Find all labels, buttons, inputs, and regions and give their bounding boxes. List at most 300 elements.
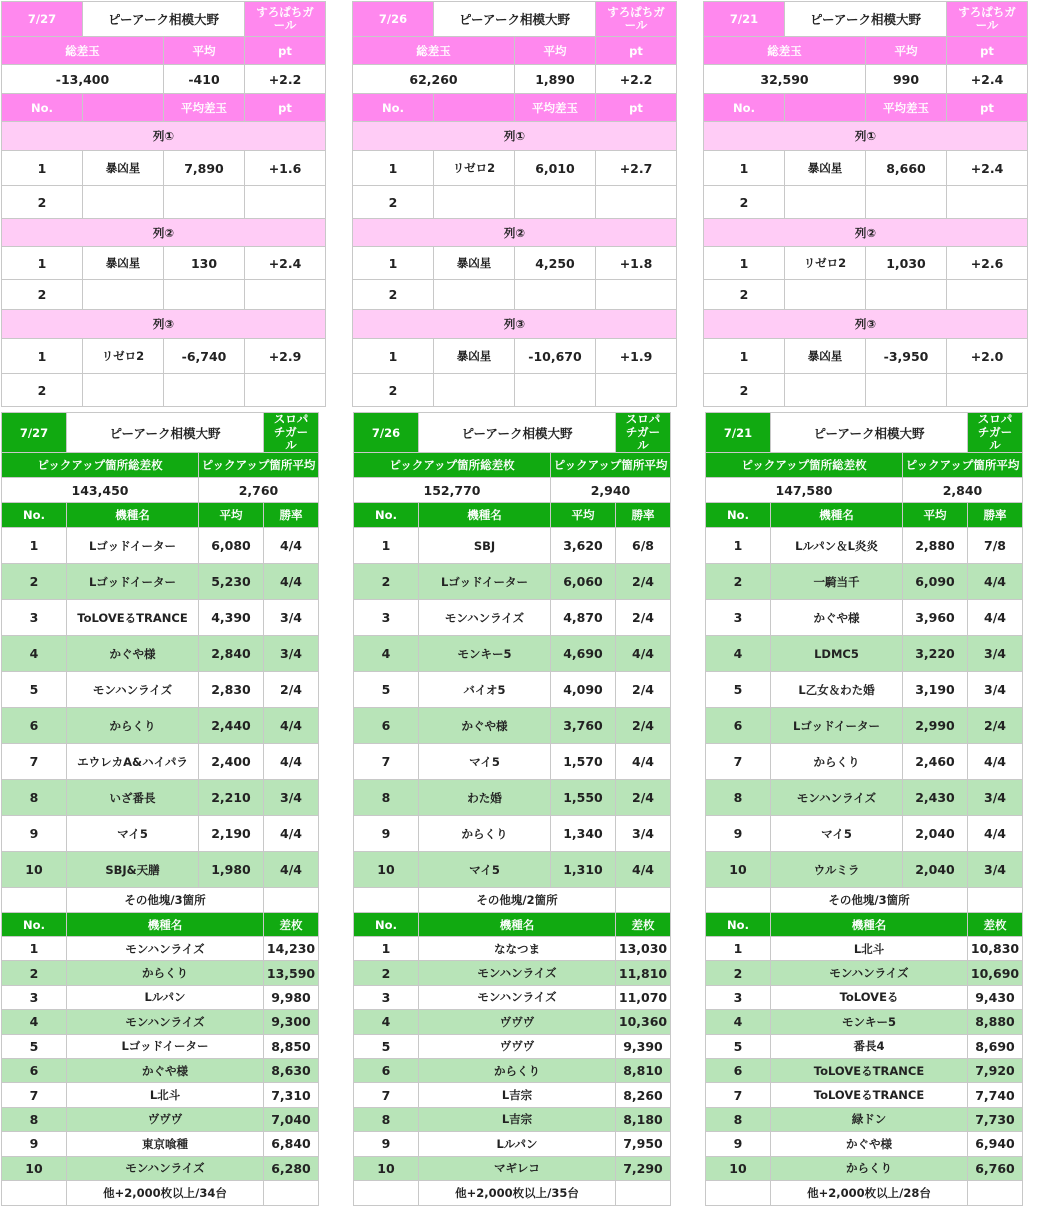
total-value: 62,260 [353, 65, 515, 94]
pt-value [596, 186, 677, 219]
diff-rank-no: 3 [354, 985, 419, 1009]
diff-value: 10,830 [968, 937, 1023, 961]
win-rate-value: 4/4 [264, 528, 319, 564]
win-rate-header: 勝率 [264, 503, 319, 528]
diff-value: 6,940 [968, 1132, 1023, 1156]
machine-name: かぐや様 [67, 636, 199, 672]
entry-no: 2 [2, 280, 83, 310]
pickup-total-value: 152,770 [354, 478, 551, 503]
entry-no: 2 [704, 186, 785, 219]
no-header: No. [354, 503, 419, 528]
store-name: ピーアーク相模大野 [434, 2, 596, 37]
machine-name: Lゴッドイーター [419, 564, 551, 600]
machine-name: かぐや様 [419, 708, 551, 744]
panel-gap [326, 339, 353, 374]
rank-no: 1 [2, 528, 67, 564]
diff-rank-no: 1 [354, 937, 419, 961]
machine-name-header: 機種名 [67, 913, 264, 937]
diff-value: 8,690 [968, 1034, 1023, 1058]
win-rate-value: 4/4 [616, 636, 671, 672]
win-rate-value: 4/4 [968, 816, 1023, 852]
machine-name-header: 機種名 [771, 503, 903, 528]
panel-gap [671, 413, 706, 453]
row-group-title: 列① [2, 122, 326, 151]
win-rate-value: 2/4 [968, 708, 1023, 744]
blank-cell [616, 888, 671, 913]
entry-no: 1 [704, 339, 785, 374]
machine-name: からくり [67, 708, 199, 744]
blogger-label: スロパチガール [264, 413, 319, 453]
machine-name: Lゴッドイーター [67, 1034, 264, 1058]
panel-gap [671, 600, 706, 636]
diff-rank-no: 1 [2, 937, 67, 961]
pt-value: +2.7 [596, 151, 677, 186]
no-header: No. [2, 503, 67, 528]
win-rate-value: 4/4 [264, 744, 319, 780]
diff-value: 7,310 [264, 1083, 319, 1107]
avg-value: 3,190 [903, 672, 968, 708]
diff-value: 6,280 [264, 1156, 319, 1180]
store-name: ピーアーク相模大野 [771, 413, 968, 453]
panel-gap [319, 913, 354, 937]
diff-value: 9,300 [264, 1010, 319, 1034]
panel-gap [677, 65, 704, 94]
pt-value [947, 374, 1028, 407]
panel-gap [677, 247, 704, 280]
diff-rank-no: 4 [2, 1010, 67, 1034]
panel-gap [326, 186, 353, 219]
pickup-total-header: ピックアップ箇所総差枚 [706, 453, 903, 478]
avg-value: 2,990 [903, 708, 968, 744]
panel-gap [319, 852, 354, 888]
diff-value: 14,230 [264, 937, 319, 961]
machine-name: 暴凶星 [434, 247, 515, 280]
machine-name: Lゴッドイーター [67, 564, 199, 600]
panel-gap [671, 528, 706, 564]
pickup-avg-header: ピックアップ箇所平均 [903, 453, 1023, 478]
rank-no: 4 [354, 636, 419, 672]
avg-value: 2,190 [199, 816, 264, 852]
rank-no: 3 [2, 600, 67, 636]
avg-diff-header: 平均差玉 [866, 94, 947, 122]
top-summary-table [1, 1, 1028, 407]
win-rate-value: 4/4 [968, 564, 1023, 600]
pt-header: pt [947, 94, 1028, 122]
machine-name [785, 374, 866, 407]
panel-gap [319, 816, 354, 852]
panel-gap [677, 94, 704, 122]
machine-name: ヴヴヴ [419, 1034, 616, 1058]
total-header: 総差玉 [2, 37, 164, 65]
machine-name [434, 280, 515, 310]
machine-name: ToLOVEる [771, 985, 968, 1009]
row-group-title: 列③ [353, 310, 677, 339]
machine-name: モンハンライズ [771, 961, 968, 985]
avg-diff-header: 平均差玉 [515, 94, 596, 122]
machine-name: 番長4 [771, 1034, 968, 1058]
diff-rank-no: 6 [354, 1058, 419, 1082]
machine-name: かぐや様 [771, 1132, 968, 1156]
win-rate-value: 3/4 [968, 672, 1023, 708]
diff-rank-no: 10 [2, 1156, 67, 1180]
diff-value: 11,810 [616, 961, 671, 985]
entry-no: 1 [353, 247, 434, 280]
panel-gap [671, 913, 706, 937]
panel-gap [319, 1083, 354, 1107]
blank-cell [616, 1180, 671, 1205]
avg-value: 1,550 [551, 780, 616, 816]
avg-diff-value [866, 186, 947, 219]
entry-no: 2 [2, 186, 83, 219]
machine-name: からくり [67, 961, 264, 985]
diff-rank-no: 5 [354, 1034, 419, 1058]
pt-value [596, 280, 677, 310]
machine-name: 暴凶星 [785, 151, 866, 186]
panel-gap [319, 528, 354, 564]
panel-gap [319, 564, 354, 600]
machine-name: LDMC5 [771, 636, 903, 672]
machine-name: 暴凶星 [434, 339, 515, 374]
machine-name: ななつま [419, 937, 616, 961]
panel-gap [671, 1034, 706, 1058]
avg-value: 2,400 [199, 744, 264, 780]
panel-gap [671, 1083, 706, 1107]
pickup-total-value: 143,450 [2, 478, 199, 503]
avg-diff-value: 130 [164, 247, 245, 280]
diff-header: 差枚 [968, 913, 1023, 937]
blank-cell [264, 1180, 319, 1205]
panel-gap [671, 636, 706, 672]
rank-no: 10 [354, 852, 419, 888]
machine-name: 東京喰種 [67, 1132, 264, 1156]
machine-name: SBJ&天膳 [67, 852, 199, 888]
blank-cell [354, 1180, 419, 1205]
avg-value: 1,310 [551, 852, 616, 888]
avg-header: 平均 [866, 37, 947, 65]
panel-gap [319, 985, 354, 1009]
avg-value: 6,090 [903, 564, 968, 600]
blank-cell [968, 888, 1023, 913]
no-header: No. [706, 503, 771, 528]
pt-value: +1.8 [596, 247, 677, 280]
machine-name: L北斗 [771, 937, 968, 961]
panel-gap [677, 151, 704, 186]
machine-name: 暴凶星 [83, 247, 164, 280]
avg-value: 2,880 [903, 528, 968, 564]
avg-value: 2,840 [199, 636, 264, 672]
diff-rank-no: 6 [2, 1058, 67, 1082]
win-rate-value: 4/4 [264, 816, 319, 852]
machine-name: マギレコ [419, 1156, 616, 1180]
rank-no: 8 [2, 780, 67, 816]
machine-name: Lゴッドイーター [67, 528, 199, 564]
date-label: 7/27 [2, 413, 67, 453]
other-block-count: その他塊/3箇所 [771, 888, 968, 913]
rank-no: 9 [2, 816, 67, 852]
blogger-label: すろぱちガール [245, 2, 326, 37]
pt-value: +2.2 [596, 65, 677, 94]
avg-diff-value [164, 280, 245, 310]
diff-rank-no: 5 [2, 1034, 67, 1058]
panel-gap [671, 1132, 706, 1156]
diff-value: 8,630 [264, 1058, 319, 1082]
no-header: No. [2, 913, 67, 937]
rank-no: 2 [354, 564, 419, 600]
machine-name: マイ5 [771, 816, 903, 852]
entry-no: 2 [2, 374, 83, 407]
pt-value: +1.6 [245, 151, 326, 186]
no-header: No. [706, 913, 771, 937]
win-rate-value: 2/4 [264, 672, 319, 708]
machine-name: かぐや様 [67, 1058, 264, 1082]
diff-rank-no: 9 [354, 1132, 419, 1156]
no-header: No. [353, 94, 434, 122]
panel-gap [319, 636, 354, 672]
avg-diff-value: 8,660 [866, 151, 947, 186]
pt-header: pt [947, 37, 1028, 65]
panel-gap [326, 37, 353, 65]
panel-gap [319, 961, 354, 985]
machine-name: モンハンライズ [419, 600, 551, 636]
diff-value: 7,730 [968, 1107, 1023, 1131]
rank-no: 7 [354, 744, 419, 780]
panel-gap [671, 478, 706, 503]
win-rate-value: 2/4 [616, 564, 671, 600]
pickup-total-header: ピックアップ箇所総差枚 [354, 453, 551, 478]
blank-cell [706, 1180, 771, 1205]
avg-value: 1,980 [199, 852, 264, 888]
avg-header: 平均 [164, 37, 245, 65]
store-name: ピーアーク相模大野 [83, 2, 245, 37]
bottom-report-section [1, 412, 1023, 1206]
rank-no: 9 [706, 816, 771, 852]
pickup-total-header: ピックアップ箇所総差枚 [2, 453, 199, 478]
pt-header: pt [596, 94, 677, 122]
avg-header: 平均 [903, 503, 968, 528]
machine-name: 暴凶星 [785, 339, 866, 374]
diff-header: 差枚 [616, 913, 671, 937]
diff-value: 13,030 [616, 937, 671, 961]
diff-value: 8,180 [616, 1107, 671, 1131]
blogger-label: スロパチガール [968, 413, 1023, 453]
panel-gap [326, 374, 353, 407]
pickup-avg-header: ピックアップ箇所平均 [551, 453, 671, 478]
machine-name: からくり [771, 744, 903, 780]
avg-diff-value: 1,030 [866, 247, 947, 280]
panel-gap [319, 672, 354, 708]
avg-diff-value [866, 280, 947, 310]
machine-name: からくり [419, 1058, 616, 1082]
blogger-label: すろぱちガール [596, 2, 677, 37]
machine-name: 暴凶星 [83, 151, 164, 186]
diff-rank-no: 8 [354, 1107, 419, 1131]
diff-value: 11,070 [616, 985, 671, 1009]
avg-value: 4,090 [551, 672, 616, 708]
diff-value: 7,920 [968, 1058, 1023, 1082]
avg-value: 1,340 [551, 816, 616, 852]
blank-cell [2, 888, 67, 913]
row-group-title: 列② [704, 219, 1028, 247]
win-rate-value: 3/4 [616, 816, 671, 852]
avg-value: 3,760 [551, 708, 616, 744]
pt-value: +1.9 [596, 339, 677, 374]
diff-value: 6,760 [968, 1156, 1023, 1180]
bottom-ranking-table [1, 412, 1023, 1206]
win-rate-value: 4/4 [264, 564, 319, 600]
panel-gap [677, 2, 704, 37]
machine-name [83, 374, 164, 407]
machine-name: マイ5 [419, 744, 551, 780]
panel-gap [326, 151, 353, 186]
panel-gap [671, 937, 706, 961]
avg-value: 3,960 [903, 600, 968, 636]
avg-diff-value: -3,950 [866, 339, 947, 374]
panel-gap [319, 413, 354, 453]
diff-value: 10,360 [616, 1010, 671, 1034]
pt-value: +2.4 [947, 65, 1028, 94]
row-group-title: 列① [353, 122, 677, 151]
machine-name: かぐや様 [771, 600, 903, 636]
pickup-avg-header: ピックアップ箇所平均 [199, 453, 319, 478]
machine-name: マイ5 [419, 852, 551, 888]
blank-cell [2, 1180, 67, 1205]
diff-rank-no: 8 [2, 1107, 67, 1131]
diff-value: 13,590 [264, 961, 319, 985]
avg-value: 2,430 [903, 780, 968, 816]
entry-no: 1 [704, 247, 785, 280]
panel-gap [671, 985, 706, 1009]
panel-gap [671, 1107, 706, 1131]
total-value: -13,400 [2, 65, 164, 94]
rank-no: 4 [2, 636, 67, 672]
avg-value: 4,690 [551, 636, 616, 672]
entry-no: 2 [704, 280, 785, 310]
pt-value: +2.9 [245, 339, 326, 374]
pt-value [245, 374, 326, 407]
panel-gap [319, 708, 354, 744]
panel-gap [677, 339, 704, 374]
rank-no: 6 [2, 708, 67, 744]
diff-rank-no: 8 [706, 1107, 771, 1131]
avg-value: 6,060 [551, 564, 616, 600]
win-rate-value: 3/4 [264, 780, 319, 816]
machine-name: Lルパン [67, 985, 264, 1009]
store-name: ピーアーク相模大野 [785, 2, 947, 37]
machine-name: いざ番長 [67, 780, 199, 816]
win-rate-value: 3/4 [264, 600, 319, 636]
panel-gap [319, 937, 354, 961]
footer-note: 他+2,000枚以上/35台 [419, 1180, 616, 1205]
machine-name: バイオ5 [419, 672, 551, 708]
no-header: No. [704, 94, 785, 122]
machine-name: モンハンライズ [67, 672, 199, 708]
panel-gap [671, 503, 706, 528]
panel-gap [326, 65, 353, 94]
blank-cell [968, 1180, 1023, 1205]
rank-no: 8 [354, 780, 419, 816]
pt-value [245, 280, 326, 310]
top-report-section [1, 1, 1028, 407]
machine-name: マイ5 [67, 816, 199, 852]
entry-no: 1 [704, 151, 785, 186]
diff-value: 7,950 [616, 1132, 671, 1156]
pt-value [947, 186, 1028, 219]
machine-name: モンキー5 [771, 1010, 968, 1034]
blank-cell [264, 888, 319, 913]
machine-name: ウルミラ [771, 852, 903, 888]
pt-value: +2.6 [947, 247, 1028, 280]
footer-note: 他+2,000枚以上/28台 [771, 1180, 968, 1205]
machine-name: ToLOVEるTRANCE [67, 600, 199, 636]
machine-name [83, 186, 164, 219]
machine-name: リゼロ2 [434, 151, 515, 186]
rank-no: 10 [706, 852, 771, 888]
entry-no: 2 [353, 280, 434, 310]
panel-gap [677, 310, 704, 339]
machine-name: SBJ [419, 528, 551, 564]
diff-rank-no: 7 [706, 1083, 771, 1107]
win-rate-value: 3/4 [968, 780, 1023, 816]
avg-diff-value: -6,740 [164, 339, 245, 374]
win-rate-value: 4/4 [616, 852, 671, 888]
blank-header [434, 94, 515, 122]
diff-value: 8,880 [968, 1010, 1023, 1034]
panel-gap [671, 672, 706, 708]
panel-gap [671, 564, 706, 600]
diff-rank-no: 7 [2, 1083, 67, 1107]
avg-value: 2,040 [903, 852, 968, 888]
store-name: ピーアーク相模大野 [67, 413, 264, 453]
diff-value: 9,430 [968, 985, 1023, 1009]
blank-header [785, 94, 866, 122]
panel-gap [326, 280, 353, 310]
panel-gap [319, 1010, 354, 1034]
row-group-title: 列③ [704, 310, 1028, 339]
diff-rank-no: 2 [2, 961, 67, 985]
diff-value: 9,980 [264, 985, 319, 1009]
panel-gap [677, 186, 704, 219]
win-rate-value: 3/4 [264, 636, 319, 672]
machine-name: Lゴッドイーター [771, 708, 903, 744]
rank-no: 8 [706, 780, 771, 816]
machine-name: モンハンライズ [67, 1010, 264, 1034]
diff-rank-no: 10 [706, 1156, 771, 1180]
panel-gap [671, 852, 706, 888]
machine-name: L乙女＆わた婚 [771, 672, 903, 708]
machine-name: からくり [771, 1156, 968, 1180]
win-rate-value: 2/4 [616, 600, 671, 636]
avg-value: 2,040 [903, 816, 968, 852]
pt-value: +2.2 [245, 65, 326, 94]
panel-gap [326, 219, 353, 247]
machine-name: L北斗 [67, 1083, 264, 1107]
pt-value: +2.4 [947, 151, 1028, 186]
panel-gap [326, 2, 353, 37]
panel-gap [671, 744, 706, 780]
panel-gap [319, 600, 354, 636]
diff-rank-no: 4 [354, 1010, 419, 1034]
panel-gap [319, 1058, 354, 1082]
date-label: 7/27 [2, 2, 83, 37]
win-rate-value: 7/8 [968, 528, 1023, 564]
rank-no: 5 [2, 672, 67, 708]
entry-no: 1 [353, 339, 434, 374]
pt-value [947, 280, 1028, 310]
machine-name: 一騎当千 [771, 564, 903, 600]
rank-no: 3 [706, 600, 771, 636]
machine-name: 緑ドン [771, 1107, 968, 1131]
win-rate-value: 4/4 [968, 744, 1023, 780]
